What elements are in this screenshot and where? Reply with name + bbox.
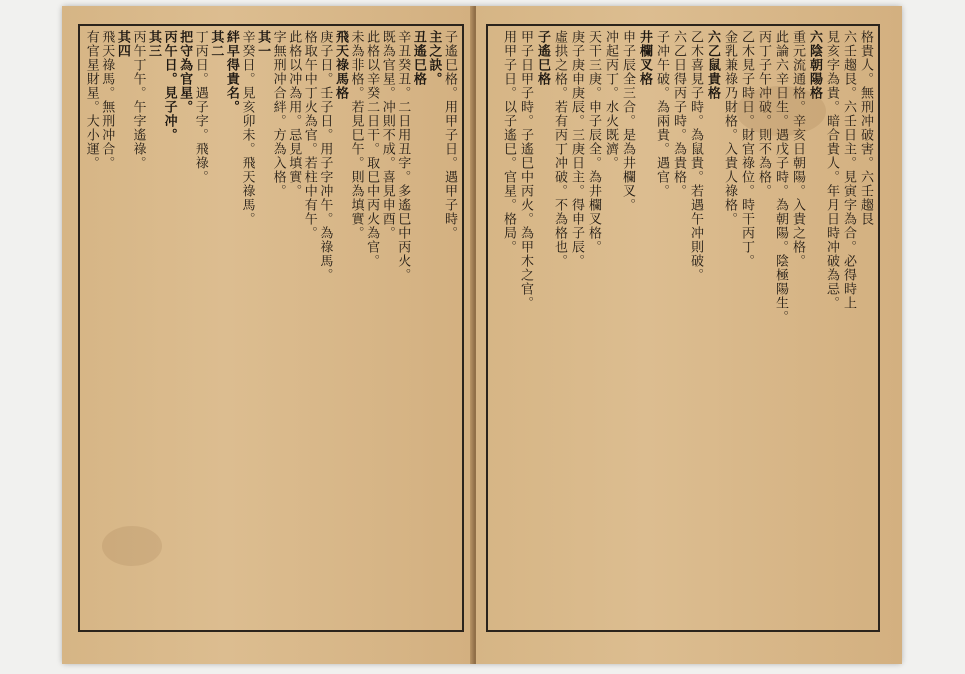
text-column: 甲子日甲子時。子遙巳中丙火。為甲木之官。 — [518, 30, 533, 310]
paper-stain — [736, 86, 826, 136]
text-column: 其三 — [146, 30, 162, 58]
text-column: 其四 — [115, 30, 130, 58]
paper-stain — [102, 526, 162, 566]
text-column: 飛天祿馬格 — [333, 30, 348, 100]
text-column: 乙木喜見子時。為鼠貴。若遇午冲則破。 — [688, 30, 703, 282]
text-column: 字無刑冲合絆。方為入格。 — [271, 30, 286, 198]
text-column: 絆早得貴名。 — [224, 30, 239, 114]
text-column: 虛拱之格。若有丙丁冲破。不為格也。 — [552, 30, 567, 268]
text-column: 子遙巳格。用甲子日。遇甲子時。 — [442, 30, 457, 240]
text-column: 用甲子日。以子遙巳。官星。格局。 — [501, 30, 516, 254]
text-column: 丙丁子午冲破。則不為格。 — [756, 30, 771, 198]
text-column: 丙午丁午。午字遙祿。 — [130, 30, 146, 170]
text-column: 天干三庚。申子辰全。為井欄叉格。 — [586, 30, 601, 254]
text-column: 有官星財星。大小運。 — [84, 30, 99, 170]
text-column: 格取午中丁火為官。若柱中有午。 — [302, 30, 317, 240]
text-column: 丁丙日。遇子字。飛祿。 — [193, 30, 208, 184]
text-column: 六陰朝陽格 — [807, 30, 822, 100]
text-column: 未為非格。若見巳午。則為填實。 — [348, 30, 364, 240]
text-column: 六壬趨艮。六壬日主。見寅字為合。必得時上 — [841, 30, 856, 310]
left-page — [62, 6, 475, 664]
text-column: 重元流通格。辛亥日朝陽。入貴之格。 — [790, 30, 805, 268]
text-column: 其二 — [208, 30, 224, 58]
text-column: 此格以辛癸二日干。取巳中丙火為官。 — [364, 30, 380, 268]
text-column: 井欄叉格 — [637, 30, 652, 86]
text-column: 庚子庚申庚辰。三庚日主。得申子辰。 — [569, 30, 584, 268]
text-column: 辛丑癸丑。二日用丑字。多遙巳中丙火。 — [395, 30, 411, 282]
text-column: 金乳兼祿乃財格。入貴人祿格。 — [722, 30, 737, 226]
text-column: 丙午日。見子冲。 — [162, 30, 177, 142]
text-column: 此格以冲為用。忌見填實。 — [286, 30, 302, 198]
text-column: 其一 — [255, 30, 271, 58]
book-spread — [62, 6, 902, 664]
text-column: 既為官星。冲則不成。喜見申酉。 — [380, 30, 395, 240]
text-column: 見亥字為貴。暗合貴人。年月日時冲破為忌。 — [824, 30, 839, 310]
text-column: 丑遙巳格 — [411, 30, 426, 86]
text-column: 六乙日得丙子時。為貴格。 — [671, 30, 686, 198]
text-column: 子遙巳格 — [535, 30, 550, 86]
text-column: 庚子日。壬子日。用子字冲午。為祿馬。 — [317, 30, 333, 282]
text-column: 主之訣。 — [426, 30, 442, 86]
text-column: 乙木見子時日。財官祿位。時干丙丁。 — [739, 30, 754, 268]
text-column: 辛癸日。見亥卯未。飛天祿馬。 — [239, 30, 255, 226]
text-column: 六乙鼠貴格 — [705, 30, 720, 100]
text-column: 格貴人。無刑冲破害。六壬趨艮 — [858, 30, 873, 226]
text-column: 把守為官星。 — [177, 30, 193, 114]
text-column: 飛天祿馬。無刑冲合。 — [99, 30, 115, 170]
right-page — [476, 6, 902, 664]
text-column: 冲起丙丁。水火既濟。 — [603, 30, 618, 170]
text-column: 子冲午破。為兩貴。遇官。 — [654, 30, 669, 198]
text-column: 此論六辛日生。遇戊子時。為朝陽。陰極陽生。 — [773, 30, 788, 324]
text-column: 申子辰全三合。是為井欄叉。 — [620, 30, 635, 212]
